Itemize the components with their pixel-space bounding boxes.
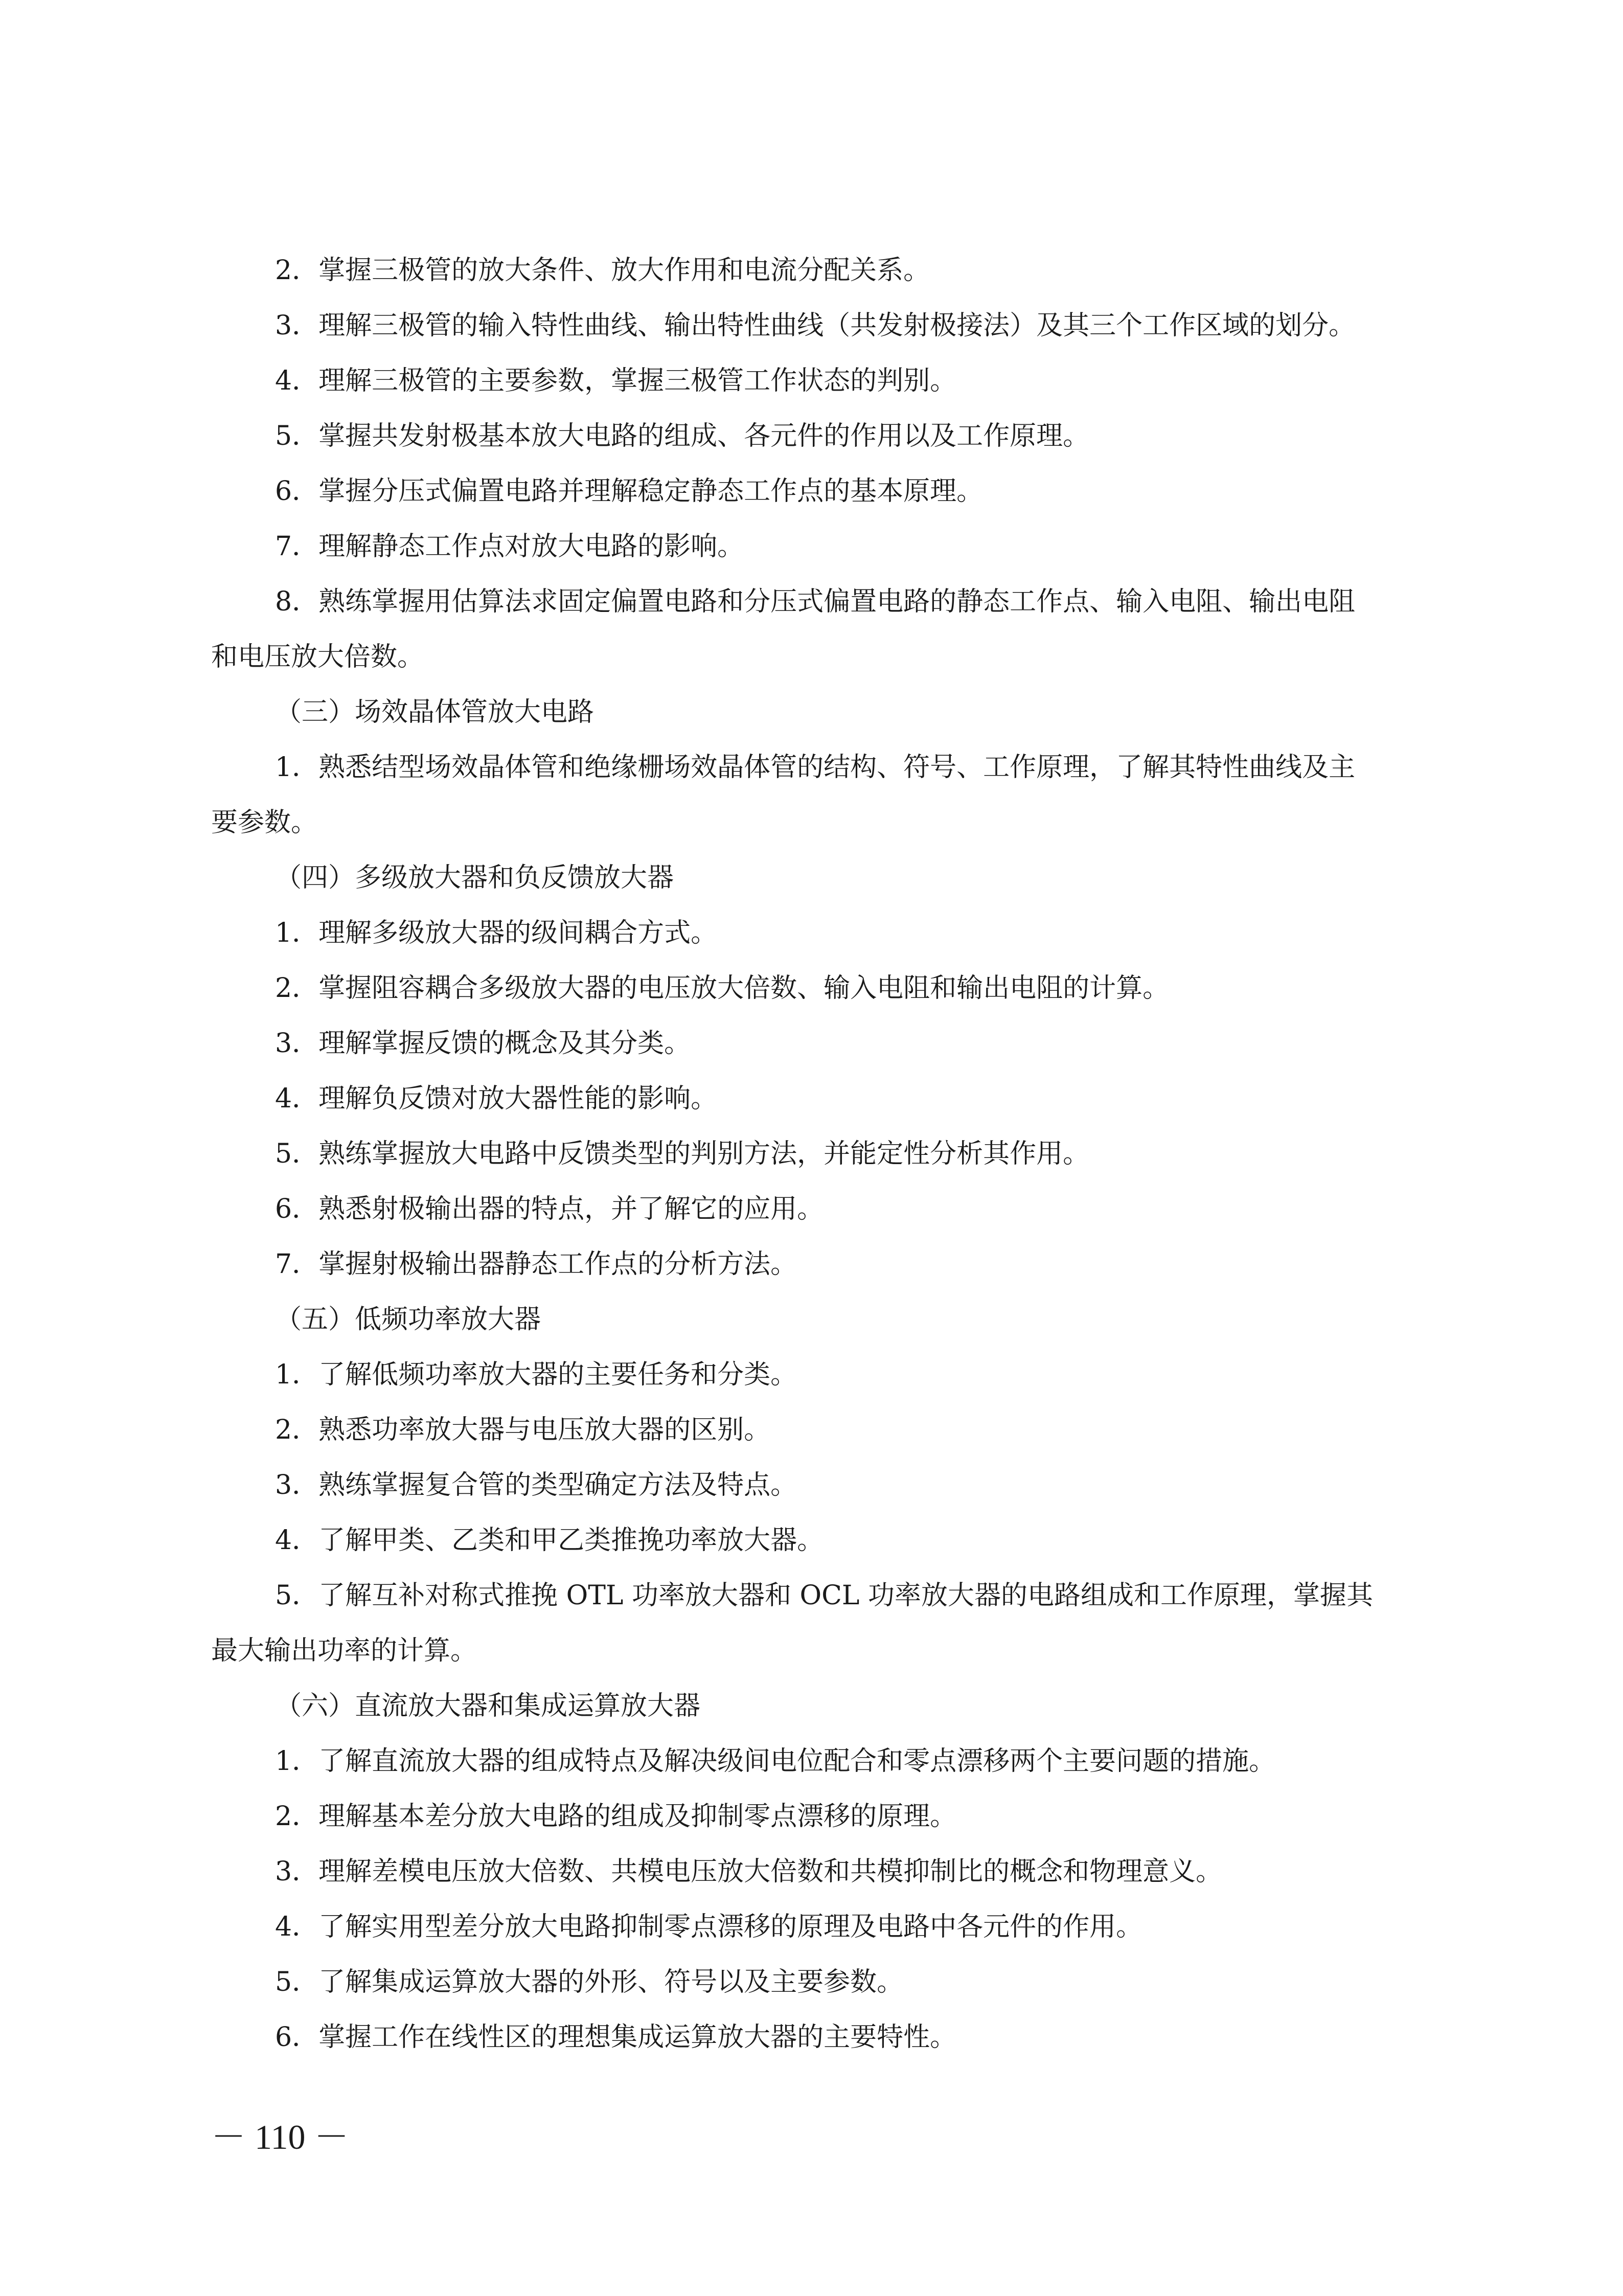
list-item: 6．熟悉射极输出器的特点，并了解它的应用。 xyxy=(275,1194,824,1224)
list-item: 3．理解掌握反馈的概念及其分类。 xyxy=(275,1028,691,1059)
list-item: 6．掌握分压式偏置电路并理解稳定静态工作点的基本原理。 xyxy=(275,476,984,507)
section-heading: （五）低频功率放大器 xyxy=(275,1304,541,1335)
list-item: 2．熟悉功率放大器与电压放大器的区别。 xyxy=(275,1415,771,1445)
list-item: 7．理解静态工作点对放大电路的影响。 xyxy=(275,531,744,562)
list-item: 7．掌握射极输出器静态工作点的分析方法。 xyxy=(275,1249,797,1280)
list-item: 2．掌握阻容耦合多级放大器的电压放大倍数、输入电阻和输出电阻的计算。 xyxy=(275,973,1170,1004)
document-body xyxy=(211,243,1428,2065)
list-item: 4．理解负反馈对放大器性能的影响。 xyxy=(275,1083,718,1114)
list-item: 3．理解三极管的输入特性曲线、输出特性曲线（共发射极接法）及其三个工作区域的划分。 xyxy=(275,310,1356,341)
list-item: 2．掌握三极管的放大条件、放大作用和电流分配关系。 xyxy=(275,255,930,286)
list-item: 1．理解多级放大器的级间耦合方式。 xyxy=(275,918,718,948)
list-item-continuation: 要参数。 xyxy=(211,807,318,838)
section-heading: （三）场效晶体管放大电路 xyxy=(275,697,595,728)
list-item: 5．了解互补对称式推挽 OTL 功率放大器和 OCL 功率放大器的电路组成和工作原理，掌握其 xyxy=(275,1580,1373,1611)
list-item: 2．理解基本差分放大电路的组成及抑制零点漂移的原理。 xyxy=(275,1801,957,1832)
list-item: 5．掌握共发射极基本放大电路的组成、各元件的作用以及工作原理。 xyxy=(275,421,1090,451)
list-item-continuation: 和电压放大倍数。 xyxy=(211,642,424,672)
list-item: 1．了解直流放大器的组成特点及解决级间电位配合和零点漂移两个主要问题的措施。 xyxy=(275,1746,1276,1777)
list-item: 1．熟悉结型场效晶体管和绝缘栅场效晶体管的结构、符号、工作原理，了解其特性曲线及主 xyxy=(275,752,1356,783)
page-number: － 110 － xyxy=(211,2118,349,2156)
list-item: 5．了解集成运算放大器的外形、符号以及主要参数。 xyxy=(275,1967,904,1997)
list-item: 4．了解甲类、乙类和甲乙类推挽功率放大器。 xyxy=(275,1525,824,1556)
list-item: 6．掌握工作在线性区的理想集成运算放大器的主要特性。 xyxy=(275,2022,957,2053)
list-item: 4．理解三极管的主要参数，掌握三极管工作状态的判别。 xyxy=(275,366,957,396)
list-item: 1．了解低频功率放大器的主要任务和分类。 xyxy=(275,1359,797,1390)
list-item: 5．熟练掌握放大电路中反馈类型的判别方法，并能定性分析其作用。 xyxy=(275,1139,1090,1169)
list-item: 3．熟练掌握复合管的类型确定方法及特点。 xyxy=(275,1470,797,1501)
section-heading: （四）多级放大器和负反馈放大器 xyxy=(275,862,674,893)
list-item-continuation: 最大输出功率的计算。 xyxy=(211,1635,477,1666)
list-item: 4．了解实用型差分放大电路抑制零点漂移的原理及电路中各元件的作用。 xyxy=(275,1912,1143,1942)
list-item: 3．理解差模电压放大倍数、共模电压放大倍数和共模抑制比的概念和物理意义。 xyxy=(275,1856,1223,1887)
list-item: 8．熟练掌握用估算法求固定偏置电路和分压式偏置电路的静态工作点、输入电阻、输出电阻 xyxy=(275,586,1356,617)
section-heading: （六）直流放大器和集成运算放大器 xyxy=(275,1691,701,1721)
